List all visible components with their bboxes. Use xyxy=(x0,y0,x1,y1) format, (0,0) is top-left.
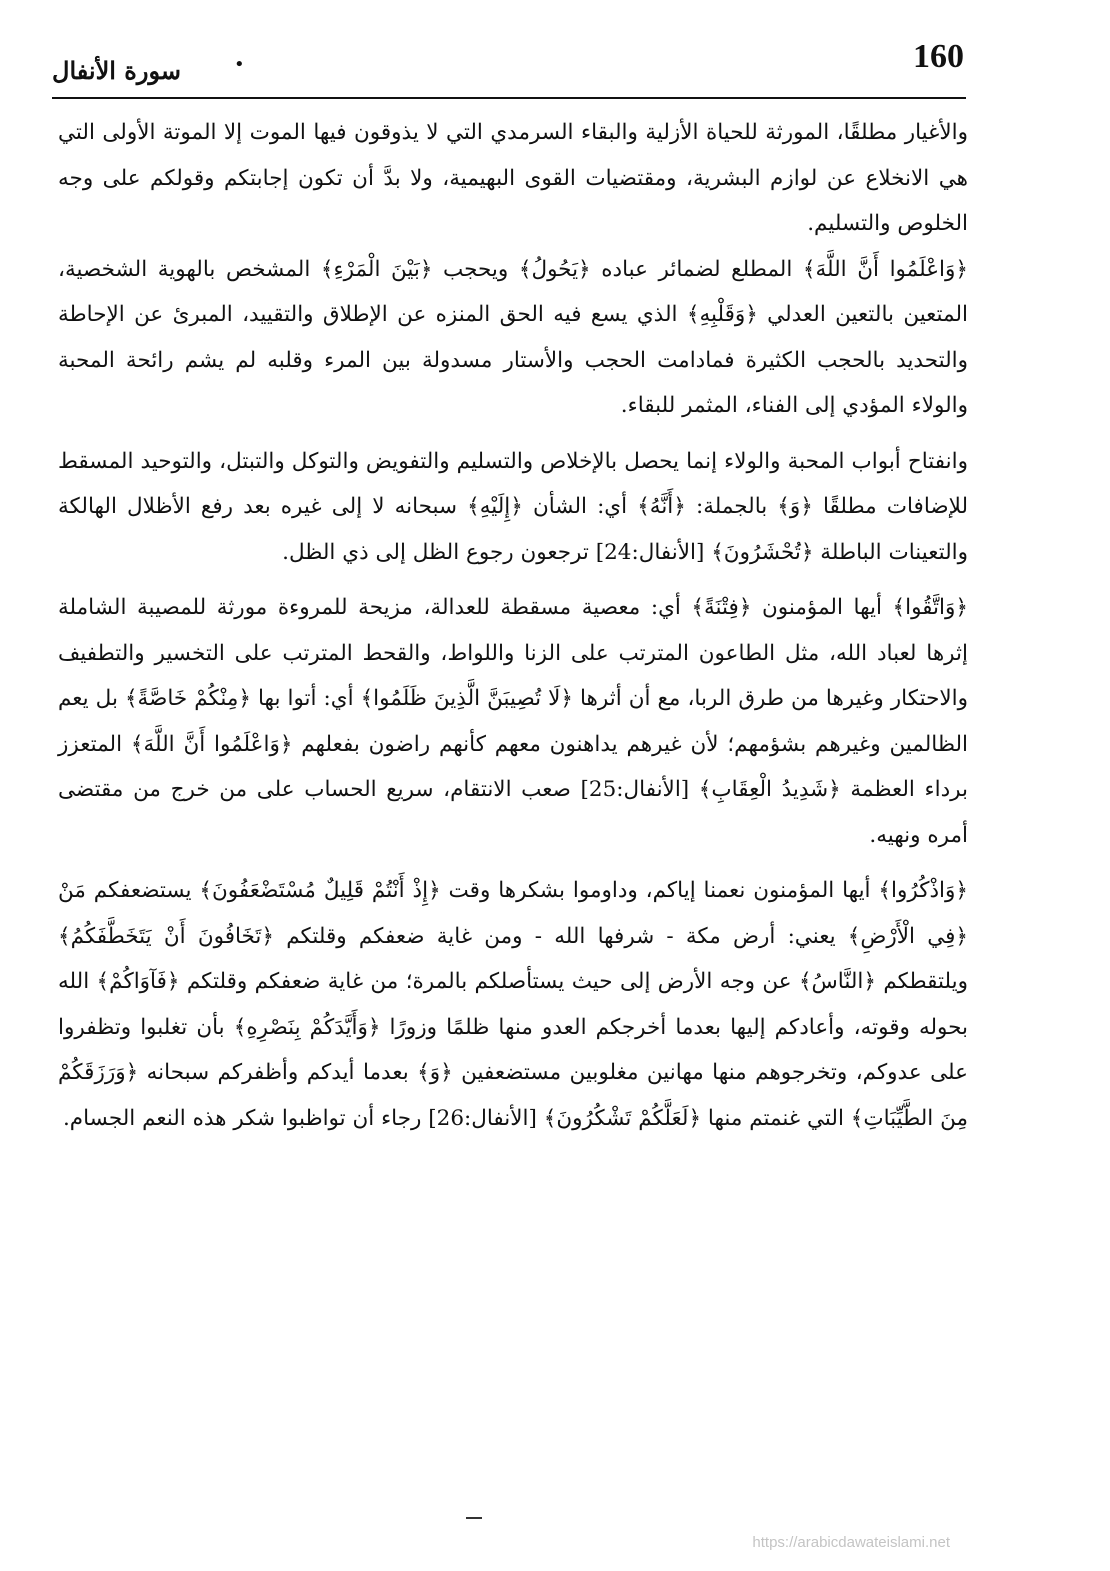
surah-title: سورة الأنفال xyxy=(52,56,181,85)
header-rule xyxy=(52,97,966,99)
page-header xyxy=(52,38,964,94)
footer-dash xyxy=(466,1517,482,1519)
paragraph: وانفتاح أبواب المحبة والولاء إنما يحصل بالإخلاص والتسليم والتفويض والتوكل والتبتل، والتوحيد المسقط للإضافات مطلقًا ﴿وَ﴾ بالجملة: ﴿أَنَّهُ﴾ أي: الشأن ﴿إِلَيْهِ﴾ سبحانه لا إلى غيره بعد رفع الأظلال الهالكة والتعينات الباطلة ﴿تُحْشَرُونَ﴾ [الأنفال:24] ترجعون رجوع الظل إلى ذي الظل. xyxy=(58,448,968,565)
paragraph: والأغيار مطلقًا، المورثة للحياة الأزلية والبقاء السرمدي التي لا يذوقون فيها الموت إلا الموتة الأولى التي هي الانخلاع عن لوازم البشرية، ومقتضيات القوى البهيمية، ولا بدَّ أن تكون إجابتكم وقولكم على وجه الخلوص والتسليم. xyxy=(58,120,968,236)
page-number: 160 xyxy=(913,38,964,75)
page-body xyxy=(58,110,968,1141)
header-bullet: • xyxy=(234,54,245,75)
source-watermark: https://arabicdawateislami.net xyxy=(752,1534,950,1551)
paragraph: ﴿وَاتَّقُوا﴾ أيها المؤمنون ﴿فِتْنَةً﴾ أي: معصية مسقطة للعدالة، مزيحة للمروءة مورثة للمصيبة الشاملة إثرها لعباد الله، مثل الطاعون المترتب على الزنا واللواط، والقحط المترتب على التخسير والتطفيف والاحتكار وغيرها من طرق الربا، مع أن أثرها ﴿لَا تُصِيبَنَّ الَّذِينَ ظَلَمُوا﴾ أي: أتوا بها ﴿مِنْكُمْ خَاصَّةً﴾ بل يعم الظالمين وغيرهم بشؤمهم؛ لأن غيرهم يداهنون معهم كأنهم راضون بفعلهم ﴿وَاعْلَمُوا أَنَّ اللَّهَ﴾ المتعزز برداء العظمة ﴿شَدِيدُ الْعِقَابِ﴾ [الأنفال:25] صعب الانتقام، سريع الحساب على من خرج من مقتضى أمره ونهيه. xyxy=(58,595,968,848)
paragraph: ﴿وَاعْلَمُوا أَنَّ اللَّهَ﴾ المطلع لضمائر عباده ﴿يَحُولُ﴾ ويحجب ﴿بَيْنَ الْمَرْءِ﴾ المشخص بالهوية الشخصية، المتعين بالتعين العدلي ﴿وَقَلْبِهِ﴾ الذي يسع فيه الحق المنزه عن الإطلاق والتقييد، المبرئ عن الإحاطة والتحديد بالحجب الكثيرة فمادامت الحجب والأستار مسدولة بين المرء وقلبه لم يشم رائحة المحبة والولاء المؤدي إلى الفناء، المثمر للبقاء. xyxy=(58,256,968,418)
paragraph: ﴿وَاذْكُرُوا﴾ أيها المؤمنون نعمنا إياكم، وداوموا بشكرها وقت ﴿إِذْ أَنْتُمْ قَلِيلٌ مُسْتَضْعَفُونَ﴾ يستضعفكم مَنْ ﴿فِي الْأَرْضِ﴾ يعني: أرض مكة - شرفها الله - ومن غاية ضعفكم وقلتكم ﴿تَخَافُونَ أَنْ يَتَخَطَّفَكُمُ﴾ ويلتقطكم ﴿النَّاسُ﴾ عن وجه الأرض إلى حيث يستأصلكم بالمرة؛ من غاية ضعفكم وقلتكم ﴿فَآوَاكُمْ﴾ الله بحوله وقوته، وأعادكم إليها بعدما أخرجكم العدو منها ظلمًا وزورًا ﴿وَأَيَّدَكُمْ بِنَصْرِهِ﴾ بأن تغلبوا وتظفروا على عدوكم، وتخرجوهم منها مهانين مغلوبين مستضعفين ﴿وَ﴾ بعدما أيدكم وأظفركم سبحانه ﴿وَرَزَقَكُمْ مِنَ الطَّيِّبَاتِ﴾ التي غنمتم منها ﴿لَعَلَّكُمْ تَشْكُرُونَ﴾ [الأنفال:26] رجاء أن تواظبوا شكر هذه النعم الجسام. xyxy=(58,878,968,1131)
